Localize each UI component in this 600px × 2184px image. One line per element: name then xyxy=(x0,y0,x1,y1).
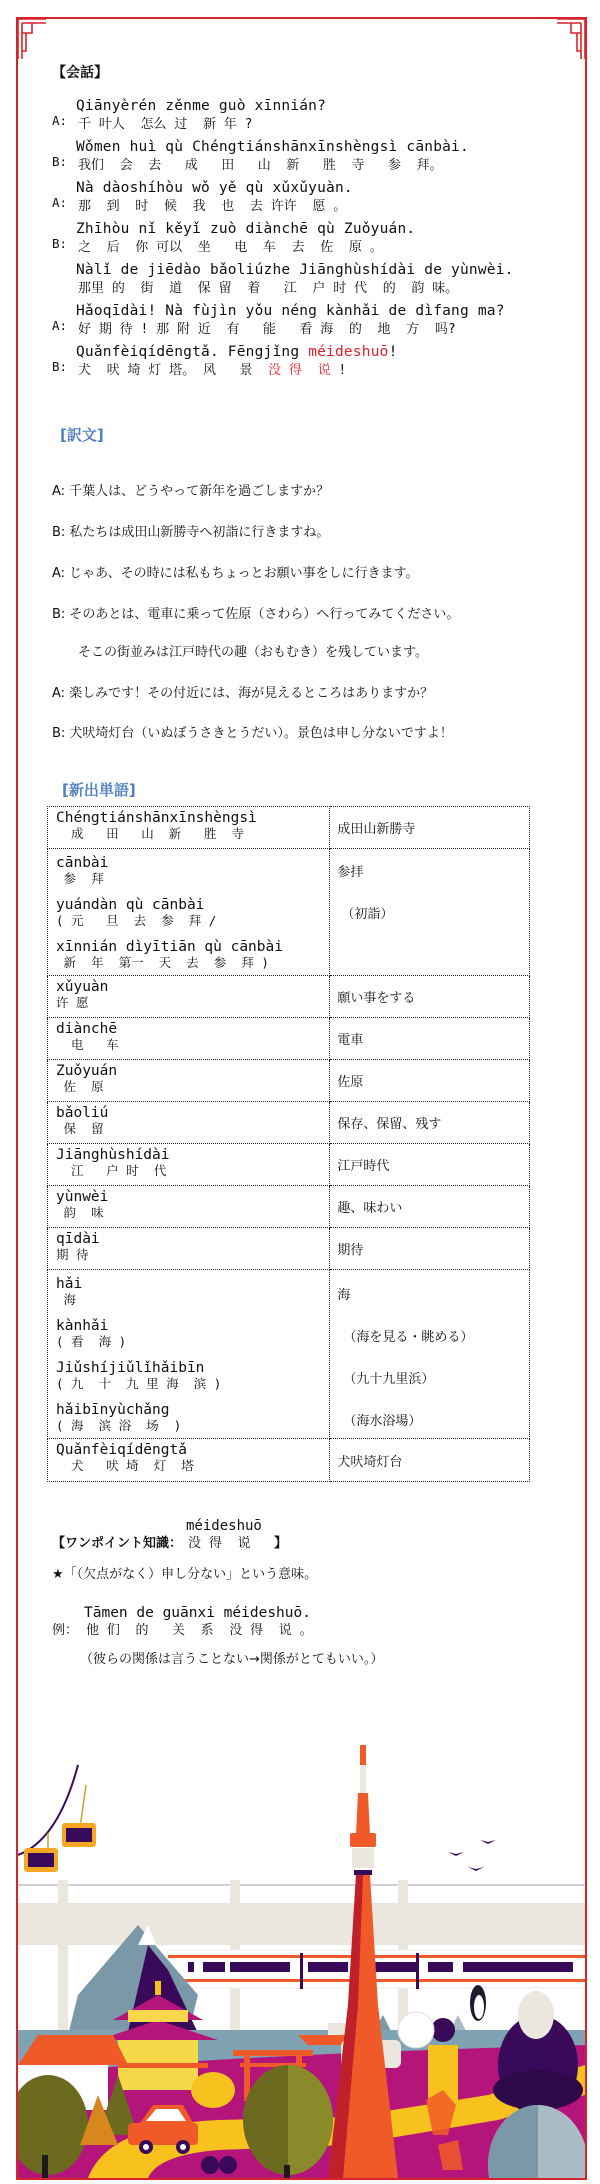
table-row xyxy=(48,849,530,976)
translation-line: B: 私たちは成田山新勝寺へ初詣に行きますね。 xyxy=(52,525,330,540)
pinyin-text: Hǎoqīdài! Nà fùjìn yǒu néng kànhǎi de dìfang ma? xyxy=(76,303,505,319)
hanzi-text: 海 xyxy=(56,1292,77,1307)
table-row xyxy=(48,1018,530,1060)
vocab-meaning-cell: 犬吠埼灯台 xyxy=(330,1439,530,1482)
hanzi-text: 没 得 说 xyxy=(188,1536,251,1551)
pinyin-text: qīdài xyxy=(56,1230,100,1247)
pinyin-text: Zuǒyuán xyxy=(56,1062,118,1079)
dialogue-line xyxy=(52,221,572,257)
pinyin-text: Wǒmen huì qù Chéngtiánshānxīnshèngsì cānbài. xyxy=(76,139,469,155)
vocab-meaning-cell: 佐原 xyxy=(330,1060,530,1102)
translation-line: A: じゃあ、その時には私もちょっとお願い事をしに行きます。 xyxy=(52,566,419,581)
pinyin-text: Qiānyèrén zěnme guò xīnnián? xyxy=(76,98,327,114)
pinyin-segment: ! xyxy=(388,344,398,360)
dialogue-line xyxy=(52,98,572,134)
one-point-label: 【ワンポイント知識： xyxy=(52,1536,183,1551)
table-row xyxy=(48,1102,530,1144)
speaker-label: B: xyxy=(52,236,68,251)
vocab-word-cell xyxy=(48,1186,330,1228)
vocab-word xyxy=(56,1231,329,1267)
hanzi-text: 千 叶人 怎么 过 新 年 ? xyxy=(78,117,253,132)
vocab-word-cell xyxy=(48,976,330,1018)
vocab-meaning-cell: 成田山新勝寺 xyxy=(330,807,530,849)
pinyin-text: diànchē xyxy=(56,1020,118,1037)
hanzi-text: 我们 会 去 成 田 山 新 胜 寺 参 拜。 xyxy=(78,158,443,173)
hanzi-text: 参 拜 xyxy=(56,871,104,886)
vocab-word xyxy=(56,1105,329,1141)
example-translation: （彼らの関係は言うことない→関係がとてもいい。） xyxy=(80,1652,384,1667)
pinyin-text: Chéngtiánshānxīnshèngsì xyxy=(56,809,257,826)
vocab-word xyxy=(56,939,329,971)
vocab-meaning-cell: 保存、保留、残す xyxy=(330,1102,530,1144)
highlighted-phrase-hanzi: 没 得 说 xyxy=(268,363,331,378)
pinyin-text: Zhīhòu nǐ kěyǐ zuò diànchē qù Zuǒyuán. xyxy=(76,221,416,237)
meaning-text: （初詣） xyxy=(341,907,394,922)
pinyin-text: Tāmen de guānxi méideshuō. xyxy=(84,1605,311,1621)
table-row xyxy=(48,976,530,1018)
dialogue-line xyxy=(52,344,572,380)
pinyin-text: Quǎnfèiqídēngtǎ xyxy=(56,1442,187,1458)
vocab-word-cell xyxy=(48,1144,330,1186)
vocab-meaning-cell: 趣、味わい xyxy=(330,1186,530,1228)
pinyin-text: cānbài xyxy=(56,855,109,871)
table-row xyxy=(48,807,530,849)
meaning-text: （海水浴場） xyxy=(343,1414,422,1429)
dialogue-line xyxy=(52,262,572,298)
conversation-section-title: 【会話】 xyxy=(52,65,108,81)
hanzi-text: 许 愿 xyxy=(56,994,89,1010)
hanzi-text: 保 留 xyxy=(56,1120,104,1136)
hanzi-text: ( 元 旦 去 参 拜 / xyxy=(56,913,217,928)
example-label: 例： xyxy=(52,1623,79,1638)
translation-line: A: 楽しみです！その付近には、海が見えるところはありますか？ xyxy=(52,686,434,701)
meaning-text: 参拝 xyxy=(337,865,364,880)
hanzi-text: 那 到 时 候 我 也 去 许许 愿 。 xyxy=(78,199,347,214)
vocab-word-cell xyxy=(48,849,330,976)
vocab-word-cell xyxy=(48,1270,330,1439)
vocab-word xyxy=(56,979,329,1015)
vocab-word-cell xyxy=(48,1060,330,1102)
meaning-text: （海を見る・眺める） xyxy=(343,1330,474,1345)
speaker-label: B: xyxy=(52,154,68,169)
pinyin-text: kànhǎi xyxy=(56,1318,109,1334)
translation-line: そこの街並みは江戸時代の趣（おもむき）を残しています。 xyxy=(78,645,428,660)
vocab-word-cell xyxy=(48,1439,330,1482)
pinyin-text xyxy=(76,344,398,360)
table-row xyxy=(48,1144,530,1186)
vocab-meaning-cell xyxy=(330,849,530,976)
vocab-word-cell xyxy=(48,1102,330,1144)
one-point-knowledge-heading xyxy=(52,1518,452,1558)
pinyin-text: Jiānghùshídài xyxy=(56,1146,170,1163)
vocab-meaning-cell xyxy=(330,1270,530,1439)
hanzi-text: 电 车 xyxy=(56,1036,119,1052)
hanzi-text: 成 田 山 新 胜 寺 xyxy=(56,825,244,841)
vocab-word xyxy=(56,1147,329,1183)
vocab-word xyxy=(56,810,329,846)
pinyin-text: Nàlǐ de jiēdào bǎoliúzhe Jiānghùshídài de yùnwèi. xyxy=(76,262,514,278)
dialogue-line xyxy=(52,180,572,216)
translation-section-title: [訳文] xyxy=(60,426,104,444)
one-point-note: ★「（欠点がなく）申し分ない」という意味。 xyxy=(52,1567,318,1582)
pinyin-text: Jiǔshíjiǔlǐhǎibīn xyxy=(56,1360,205,1376)
vocab-word xyxy=(56,1318,329,1360)
vocab-word xyxy=(56,1402,329,1434)
hanzi-text: 江 户 时 代 xyxy=(56,1162,167,1178)
dialogue-line xyxy=(52,139,572,175)
vocab-word-cell xyxy=(48,1228,330,1270)
example-sentence xyxy=(52,1605,552,1641)
pinyin-text: xīnnián dìyītiān qù cānbài xyxy=(56,939,283,955)
table-row xyxy=(48,1270,530,1439)
hanzi-text: ( 海 滨 浴 场 ) xyxy=(56,1418,182,1433)
table-row xyxy=(48,1060,530,1102)
hanzi-text: 犬 吠 埼 灯 塔 xyxy=(56,1458,194,1473)
meaning-text: 海 xyxy=(337,1288,351,1303)
vocab-word xyxy=(56,1276,329,1318)
table-row xyxy=(48,1228,530,1270)
vocab-word xyxy=(56,1360,329,1402)
vocab-meaning-cell: 江戸時代 xyxy=(330,1144,530,1186)
vocab-word-cell xyxy=(48,1018,330,1060)
hanzi-text: 韵 味 xyxy=(56,1204,104,1220)
pinyin-segment: Quǎnfèiqídēngtǎ. Fēngjǐng xyxy=(76,344,309,360)
frame-corner-ornament-icon xyxy=(16,17,46,59)
speaker-label: A: xyxy=(52,113,68,128)
pinyin-text: hǎi xyxy=(56,1276,83,1292)
pinyin-text: yùnwèi xyxy=(56,1188,109,1205)
pinyin-text: Nà dàoshíhòu wǒ yě qù xǔxǔyuàn. xyxy=(76,180,353,196)
hanzi-text: 新 年 第一 天 去 参 拜 ) xyxy=(56,955,269,970)
hanzi-text: ( 九 十 九 里 海 滨 ) xyxy=(56,1376,222,1391)
vocab-word xyxy=(56,1442,329,1478)
bracket-close: 】 xyxy=(274,1536,288,1551)
pinyin-text: méideshuō xyxy=(186,1518,262,1534)
vocab-section-title: [新出単語] xyxy=(62,781,136,799)
japan-landmarks-illustration xyxy=(18,1745,585,2178)
vocabulary-table xyxy=(47,806,530,1482)
hanzi-text: 佐 原 xyxy=(56,1078,104,1094)
vocab-word xyxy=(56,1189,329,1225)
vocab-word xyxy=(56,897,329,939)
translation-line: A: 千葉人は、どうやって新年を過ごしますか？ xyxy=(52,484,330,499)
hanzi-text xyxy=(78,359,346,378)
hanzi-text: 好 期 待 ! 那 附 近 有 能 看 海 的 地 方 吗? xyxy=(78,322,456,337)
pinyin-text: yuándàn qù cānbài xyxy=(56,897,205,913)
pinyin-text: bǎoliú xyxy=(56,1104,109,1121)
table-row xyxy=(48,1439,530,1482)
pinyin-text: xǔyuàn xyxy=(56,978,109,995)
vocab-word xyxy=(56,1063,329,1099)
frame-corner-ornament-icon xyxy=(557,17,587,59)
pinyin-text: hǎibīnyùchǎng xyxy=(56,1402,170,1418)
highlighted-phrase-pinyin: méideshuō xyxy=(308,344,389,360)
hanzi-segment: 犬 吠 埼 灯 塔。 风 景 xyxy=(78,363,269,378)
hanzi-text: 他 们 的 关 系 没 得 说 。 xyxy=(86,1623,313,1638)
vocab-word-cell xyxy=(48,807,330,849)
meaning-text: （九十九里浜） xyxy=(343,1372,435,1387)
dialogue-line xyxy=(52,303,572,339)
hanzi-text: 期 待 xyxy=(56,1246,89,1262)
vocab-meaning-cell: 電車 xyxy=(330,1018,530,1060)
speaker-label: A: xyxy=(52,318,68,333)
vocab-meaning-cell: 願い事をする xyxy=(330,976,530,1018)
speaker-label: B: xyxy=(52,359,68,374)
vocab-word xyxy=(56,1021,329,1057)
translation-line: B: 犬吠埼灯台（いぬぼうさきとうだい）。景色は申し分ないですよ！ xyxy=(52,726,453,741)
vocab-meaning-cell: 期待 xyxy=(330,1228,530,1270)
hanzi-text: 那里 的 街 道 保 留 着 江 户 时 代 的 韵 味。 xyxy=(78,281,459,296)
vocab-word xyxy=(56,855,329,897)
translation-line: B: そのあとは、電車に乗って佐原（さわら）へ行ってみてください。 xyxy=(52,607,460,622)
table-row xyxy=(48,1186,530,1228)
hanzi-segment: ! xyxy=(330,363,347,378)
hanzi-text: 之 后 你 可以 坐 电 车 去 佐 原 。 xyxy=(78,240,383,255)
hanzi-text: ( 看 海 ) xyxy=(56,1334,127,1349)
speaker-label: A: xyxy=(52,195,68,210)
